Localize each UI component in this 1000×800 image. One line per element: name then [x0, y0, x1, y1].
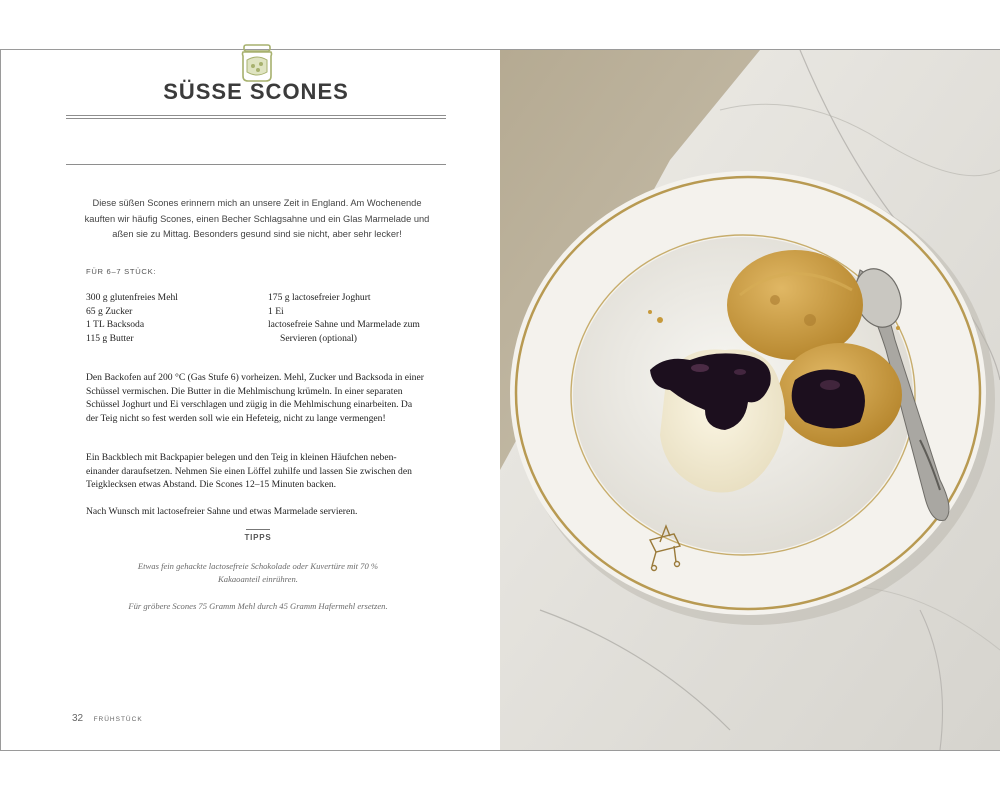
- recipe-title: SÜSSE SCONES: [163, 79, 349, 104]
- jam-jar-icon: [237, 42, 277, 84]
- method-step-1: Den Backofen auf 200 °C (Gas Stufe 6) vorheizen. Mehl, Zucker und Backsoda in einer Schüssel vermischen. Die Butter in die Mehlmischung krümeln. In einer separaten Schüssel Joghurt und Ei verschlagen und zügig in die Mehlmischung einarbeiten. Da der Teig nicht so fest werden soll wie ein Hefeteig, nicht zu lange vermengen!: [86, 372, 424, 424]
- page-footer: [72, 708, 143, 726]
- page-number: 32: [72, 713, 84, 724]
- recipe-intro: Diese süßen Scones erinnern mich an unsere Zeit in England. Am Wochenende kauften wir häufig Scones, einen Becher Schlagsahne und ein Glas Marmelade und aßen sie zu Mittag. Besonders gesund sind sie nicht, aber sehr lecker!: [84, 198, 430, 239]
- method-step-2: Ein Backblech mit Backpapier belegen und den Teig in kleinen Häufchen neben-einander daraufsetzen. Nehmen Sie einen Löffel zuhilfe und lassen Sie zwischen den Teigklecksen etwas Abstand. Die Scones 12–15 Minuten backen.: [86, 452, 412, 491]
- ingredient: Servieren (optional): [280, 332, 357, 344]
- ingredients-right: [268, 291, 468, 345]
- tip-2: Für gröbere Scones 75 Gramm Mehl durch 45 Gramm Hafermehl ersetzen.: [128, 601, 388, 611]
- ingredient: 1 TL Backsoda: [86, 319, 145, 331]
- ingredient: 65 g Zucker: [86, 305, 133, 317]
- scones-plate-photo: [500, 50, 1000, 750]
- tips-heading: TIPPS: [244, 533, 272, 542]
- ingredients-left: [86, 291, 256, 345]
- yield-label: FÜR 6–7 STÜCK:: [86, 267, 157, 276]
- tips-rule: [246, 529, 270, 530]
- title-rule-bottom: [66, 164, 446, 165]
- ingredient: 175 g lactosefreier Joghurt: [268, 292, 371, 303]
- tip-1: Etwas fein gehackte lactosefreie Schokolade oder Kuvertüre mit 70 % Kakaoanteil einrühren.: [137, 561, 379, 585]
- ingredient: 300 g glutenfreies Mehl: [86, 292, 178, 303]
- ingredient: lactosefreie Sahne und Marmelade zum: [268, 319, 420, 331]
- ingredient: 1 Ei: [268, 305, 284, 317]
- ingredient: 115 g Butter: [86, 332, 134, 344]
- photo-illustration: [500, 50, 1000, 750]
- section-name: FRÜHSTÜCK: [93, 716, 143, 723]
- title-rule-top: [66, 115, 446, 116]
- method-step-3: Nach Wunsch mit lactosefreier Sahne und etwas Marmelade servieren.: [86, 506, 358, 517]
